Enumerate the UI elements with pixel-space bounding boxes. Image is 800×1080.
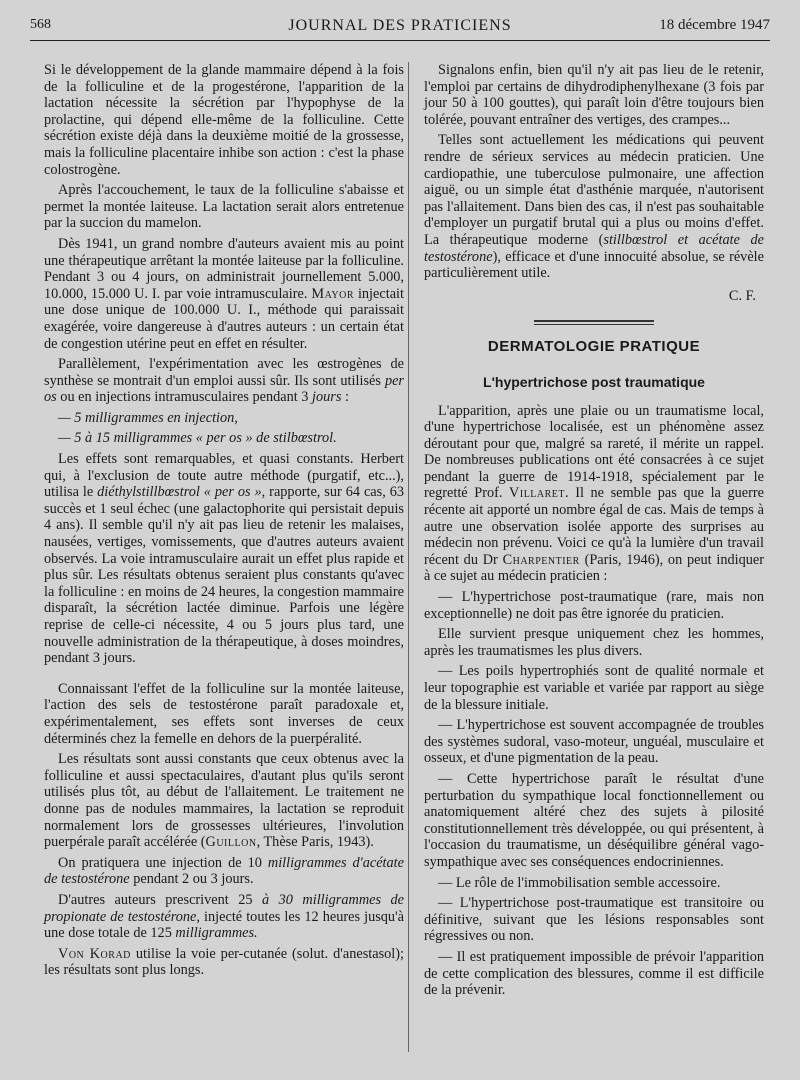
signature: C. F.	[728, 287, 756, 304]
paragraph: Connaissant l'effet de la folliculine sur la montée laiteuse, l'action des sels de testostérone paraît paradoxale et, expérimentalement, ses effets sont inverses de ceux déterminés chez la femelle en dehors de la puerpéralité.	[44, 680, 404, 747]
paragraph: Parallèlement, l'expérimentation avec les œstrogènes de synthèse se montrait d'un emploi aussi sûr. Ils sont utilisés per os ou en injections intramusculaires pendant 3 jours :	[44, 356, 404, 406]
paragraph: Si le développement de la glande mammaire dépend à la fois de la folliculine et de la progestérone, l'apparition de la lactation nécessite la sécrétion par l'hypophyse de la prolactine, qui dépend elle-même de la folliculine. Cette sécrétion existe déjà dans la deuxième moitié de la grossesse, mais la folliculine placentaire inhibe son action : c'est la phase colostrogène.	[44, 62, 404, 178]
paragraph: L'apparition, après une plaie ou un traumatisme local, d'une hypertrichose localisée, est un phénomène assez déroutant pour que, malgré sa rareté, il mérite un rappel. De nombreuses publications ont été consacrées à ce sujet pendant la guerre de 1914-1918, spécialement par le regretté Prof. Villaret. Il ne semble pas que la guerre récente ait apporté un nombre égal de cas. Mais de temps à autre une observation isolée apporte des surprises au médecin non prévenu. Voici ce qu'à la lumière d'un travail récent du Dr Charpentier (Paris, 1946), on peut indiquer à ce sujet au médecin praticien :	[424, 402, 764, 585]
list-item: — Le rôle de l'immobilisation semble accessoire.	[438, 874, 721, 891]
paragraph: Dès 1941, un grand nombre d'auteurs avaient mis au point une thérapeutique arrêtant la montée laiteuse par la folliculine. Pendant 3 ou 4 jours, on administrait journellement 5.000, 10.000, 15.000 U. I. par voie intramusculaire. Mayor injectait une dose unique de 100.000 U. I., méthode qui paraissait exagérée, voire dangereuse à d'autres auteurs : un certain état de congestion utérine peut en effet en résulter.	[44, 235, 404, 352]
paragraph: Les résultats sont aussi constants que ceux obtenus avec la folliculine et aussi spectaculaires, d'autant plus qu'ils seront utilisés plus tôt, au début de l'allaitement. Le traitement ne donne pas de nodules mammaires, la lactation se reproduit normalement lors de grossesses ultérieures, l'involution puerpérale paraît accélérée (Guillon, Thèse Paris, 1943).	[44, 751, 404, 851]
author-name: Guillon	[205, 834, 257, 851]
author-name: Mayor	[311, 285, 354, 302]
paragraph: Telles sont actuellement les médications qui peuvent rendre de sérieux services au médecin praticien. Une cardiopathie, une tuberculose pulmonaire, une affection aiguë, ou un simple état d'asthénie marquée, n'autorisent pas l'allaitement. Dans bien des cas, il n'est pas souhaitable d'employer un purgatif brutal qui a plus ou moins d'effet. La thérapeutique moderne (stillbœstrol et acétate de testostérone), efficace et d'une innocuité absolue, se révèle particulièrement utile.	[424, 132, 764, 282]
list-item: — L'hypertrichose est souvent accompagnée de troubles des systèmes sudoral, vaso-moteur, unguéal, musculaire et osseux, et d'une pigmentation de la peau.	[424, 717, 764, 767]
author-name: Charpentier	[502, 551, 580, 568]
paragraph: D'autres auteurs prescrivent 25 à 30 milligrammes de propionate de testostérone, injecté toutes les 12 heures jusqu'à une dose totale de 125 milligrammes.	[44, 891, 405, 942]
left-column	[44, 62, 404, 983]
page-header	[30, 14, 770, 41]
issue-date: 18 décembre 1947	[659, 17, 770, 33]
section-title: DERMATOLOGIE PRATIQUE	[487, 338, 701, 356]
dosage-item: — 5 milligrammes en injection,	[58, 409, 238, 426]
journal-title: JOURNAL DES PRATICIENS	[288, 17, 512, 34]
list-item: — L'hypertrichose post-traumatique est transitoire ou définitive, suivant que les lésions responsables sont régressives ou non.	[424, 895, 764, 945]
author-name: Von Korad	[58, 945, 131, 962]
paragraph: Les effets sont remarquables, et quasi constants. Herbert qui, à l'exclusion de toute autre méthode (purgatif, etc...), utilisa le diéthylstillbœstrol « per os », rapporte, sur 64 cas, 63 succès et 1 seul échec (une galactophorite qui persistait depuis 4 ans). Il semble qu'il n'y ait pas lieu de retenir les malaises, nausées, vertiges, vomissements, que d'autres auteurs avaient observés. La voie intramusculaire aurait un effet plus rapide et plus sûr. Les résultats obtenus seraient plus constants qu'avec la folliculine : en moins de 24 heures, la congestion mammaire disparaît, la sécrétion lactée diminue. Parfois une légère reprise de celle-ci nécessite, 4 ou 5 jours plus tard, une nouvelle administration de la thérapeutique, à doses moindres, pendant 3 jours.	[44, 451, 405, 667]
list-item: — Cette hypertrichose paraît le résultat d'une perturbation du sympathique local fonctionnellement ou anatomiquement altéré chez des sujets à pilosité constitutionnellement très développée, ou qui présentent, à l'occasion du traumatisme, un déséquilibre général vago-sympathique avec ses conséquences endocriniennes.	[424, 770, 764, 870]
list-item: — L'hypertrichose post-traumatique (rare, mais non exceptionnelle) ne doit pas être ignorée du praticien.	[424, 589, 764, 622]
paragraph: Von Korad utilise la voie per-cutanée (solut. d'anestasol); les résultats sont plus longs.	[44, 945, 405, 979]
paragraph: Signalons enfin, bien qu'il n'y ait pas lieu de le retenir, l'emploi par certains de dihydrodiphenylhexane (3 fois par jour 50 à 100 gouttes), qui paraît loin d'être toujours bien tolérée, pouvant entraîner des vertiges, des crampes...	[424, 62, 764, 128]
dosage-item: — 5 à 15 milligrammes « per os » de stilbœstrol.	[58, 430, 337, 447]
list-item: — Il est pratiquement impossible de prévoir l'apparition de cette complication des blessures, comme il est difficile de la prévenir.	[424, 948, 764, 999]
paragraph: Elle survient presque uniquement chez les hommes, après les traumatismes les plus divers.	[424, 626, 764, 659]
list-item: — Les poils hypertrophiés sont de qualité normale et leur topographie est variable et variée par rapport au siège de la blessure initiale.	[424, 663, 764, 713]
paragraph: On pratiquera une injection de 10 milligrammes d'acétate de testostérone pendant 2 ou 3 jours.	[44, 854, 404, 888]
article-title: L'hypertrichose post traumatique	[483, 373, 705, 390]
page-number: 568	[30, 17, 51, 32]
right-column	[424, 62, 764, 1003]
column-divider	[408, 62, 409, 1052]
paragraph: Après l'accouchement, le taux de la folliculine s'abaisse et permet la montée laiteuse. La lactation serait alors entretenue par la succion du mamelon.	[44, 182, 404, 232]
author-name: Villaret	[509, 485, 566, 502]
section-separator	[534, 320, 654, 325]
